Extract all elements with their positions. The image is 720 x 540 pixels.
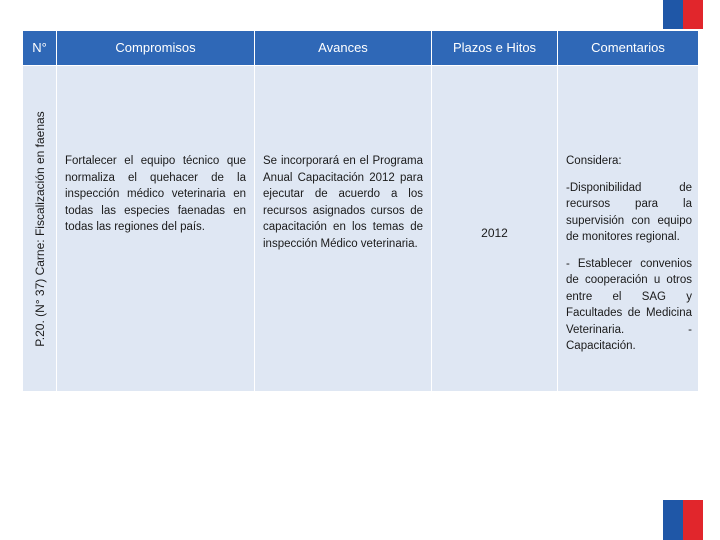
- header-number: N°: [23, 31, 57, 66]
- avance-cell: [255, 66, 432, 392]
- table-row: [23, 66, 699, 392]
- flag-red-stripe: [683, 500, 703, 540]
- comentario-intro: Considera:: [566, 155, 622, 167]
- compromiso-text: Fortalecer el equipo técnico que normaliza el quehacer de la inspección médico veterinaria en todas las especies faenadas en todas las regiones del país.: [65, 155, 246, 233]
- flag-bottom-decoration: [663, 500, 703, 540]
- table-header-row: [23, 31, 699, 66]
- comentarios-block: [558, 66, 698, 355]
- row-label: P.20. (N° 37) Carne: Fiscalización en faenas: [32, 110, 47, 347]
- flag-blue-stripe: [663, 0, 683, 29]
- flag-top-decoration: [663, 0, 703, 29]
- flag-red-stripe: [683, 0, 703, 29]
- plazo-text: 2012: [481, 226, 508, 240]
- header-comentarios: Comentarios: [558, 31, 699, 66]
- avance-text: Se incorporará en el Programa Anual Capacitación 2012 para ejecutar de acuerdo a los recursos asignados cursos de capacitación en los temas de inspección Médico veterinaria.: [263, 155, 423, 250]
- comentario-item: - Establecer convenios de cooperación u otros entre el SAG y Facultades de Medicina Veterinaria. - Capacitación.: [566, 257, 692, 352]
- flag-blue-stripe: [663, 500, 683, 540]
- header-plazos: Plazos e Hitos: [432, 31, 558, 66]
- header-avances: Avances: [255, 31, 432, 66]
- comentario-item: -Disponibilidad de recursos para la supervisión con equipo de monitores regional.: [566, 181, 692, 243]
- header-compromisos: Compromisos: [57, 31, 255, 66]
- compromiso-cell: [57, 66, 255, 392]
- comentarios-cell: [558, 66, 699, 392]
- commitments-table: [22, 30, 699, 392]
- row-label-cell: [23, 66, 57, 392]
- plazo-cell: [432, 66, 558, 392]
